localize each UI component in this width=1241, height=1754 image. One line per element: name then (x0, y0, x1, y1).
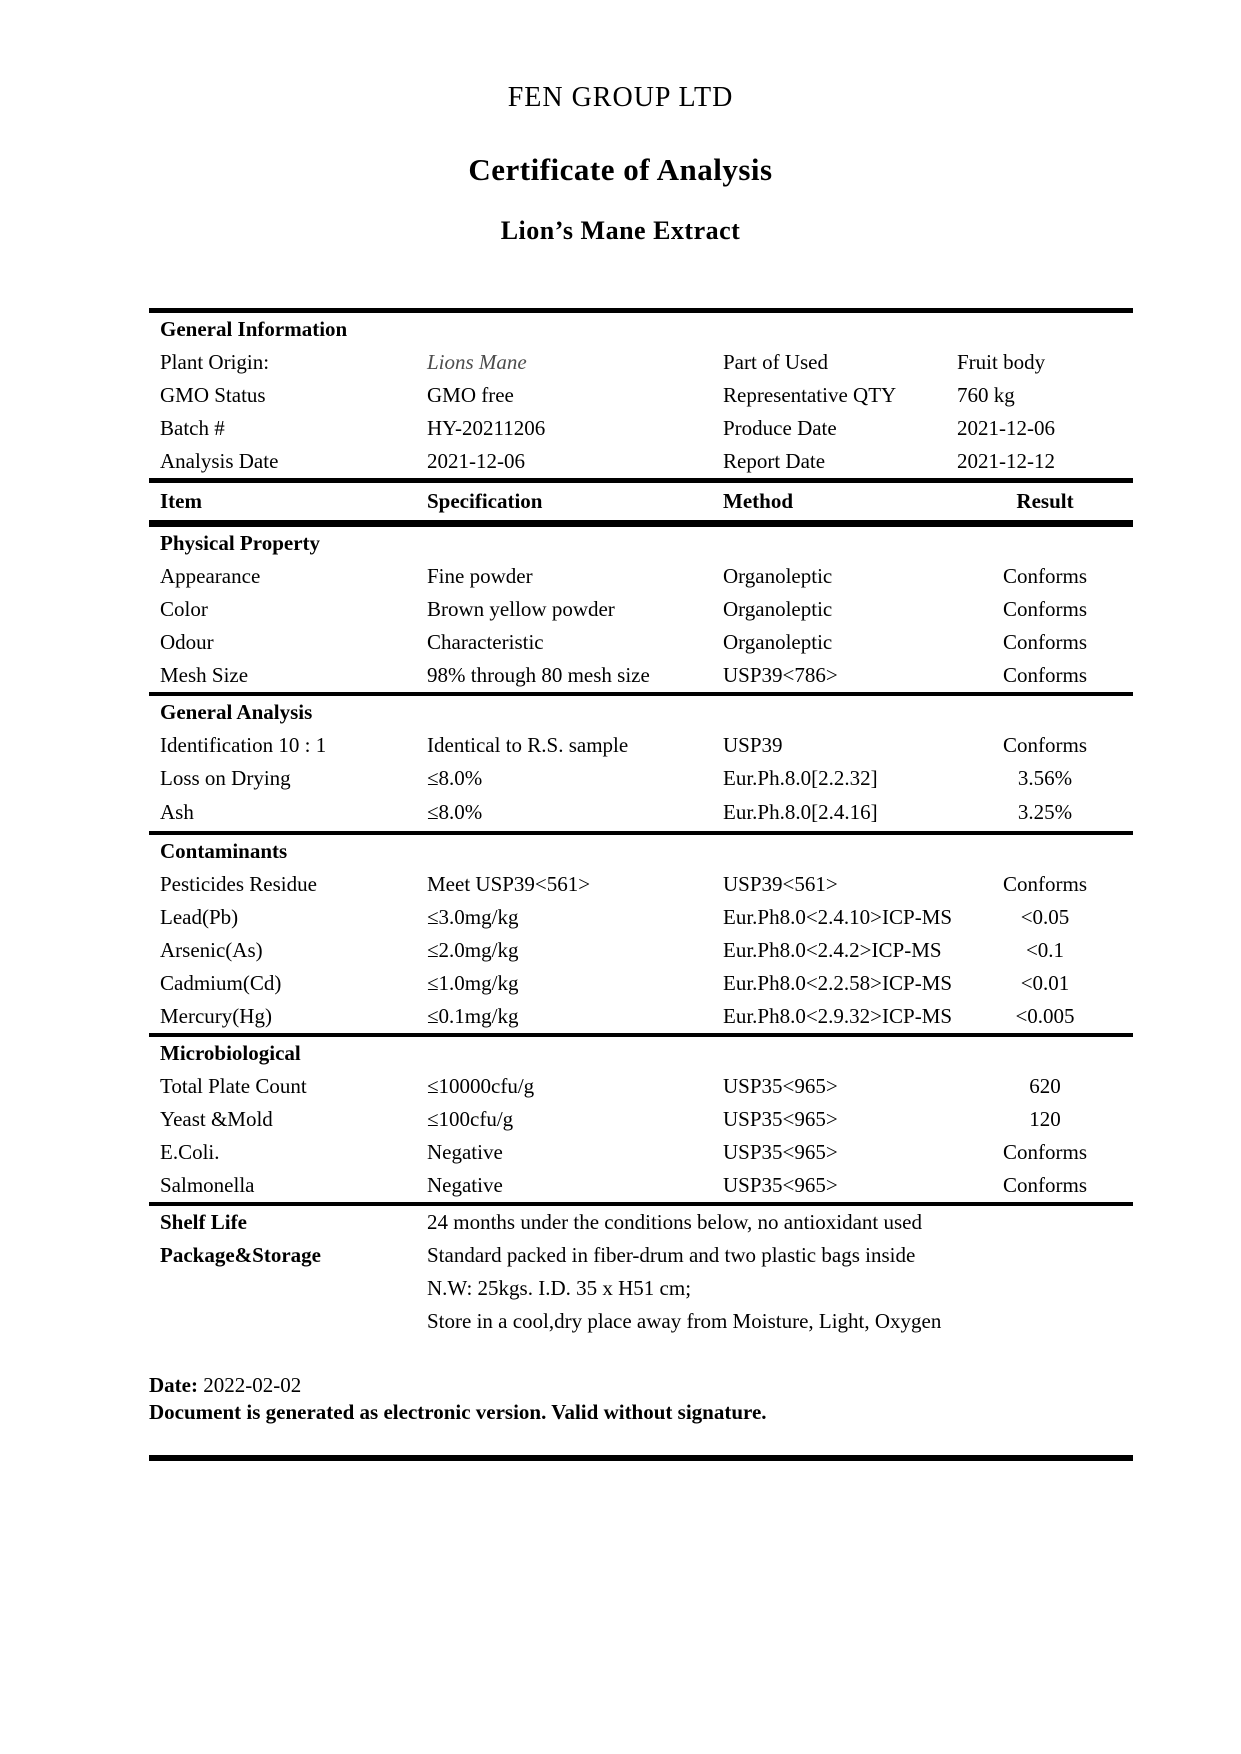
storage-value: Standard packed in fiber-drum and two plastic bags inside (427, 1242, 916, 1267)
storage-row (149, 1239, 1133, 1272)
spec-cell: Negative (427, 1139, 503, 1164)
info-label: Batch # (160, 415, 225, 440)
result-cell: 3.56% (1017, 765, 1073, 790)
spec-cell: ≤2.0mg/kg (427, 937, 519, 962)
result-cell: Conforms (1003, 871, 1087, 896)
result-cell: 120 (1029, 1106, 1061, 1131)
table-row (149, 762, 1133, 795)
info-value: HY-20211206 (427, 415, 546, 440)
spec-cell: Fine powder (427, 563, 533, 588)
method-cell: USP39 (723, 732, 783, 757)
date-value: 2022-02-02 (203, 1373, 302, 1397)
info-label: GMO Status (160, 382, 266, 407)
result-cell: Conforms (1003, 1139, 1087, 1164)
table-row (149, 1136, 1133, 1169)
storage-label: Package&Storage (160, 1242, 321, 1267)
validity-note: Document is generated as electronic version. Valid without signature. (149, 1400, 767, 1424)
item-cell: Odour (160, 629, 214, 654)
info-row (149, 445, 1133, 478)
divider (149, 520, 1133, 527)
section-title-general-information: General Information (160, 317, 348, 341)
item-cell: Arsenic(As) (160, 937, 263, 962)
info-label: Produce Date (723, 415, 837, 440)
section-title-general-analysis: General Analysis (160, 700, 313, 724)
document-title: Certificate of Analysis (468, 152, 773, 187)
table-row (149, 729, 1133, 762)
method-cell: Eur.Ph8.0<2.4.2>ICP-MS (723, 937, 942, 962)
info-label: Report Date (723, 448, 826, 473)
spec-cell: 98% through 80 mesh size (427, 662, 650, 687)
spec-cell: ≤8.0% (427, 800, 483, 825)
item-cell: Appearance (160, 563, 261, 588)
table-row (149, 901, 1133, 934)
method-cell: USP35<965> (723, 1139, 838, 1164)
table-row (149, 659, 1133, 692)
result-cell: 3.25% (1017, 800, 1073, 825)
result-cell: Conforms (1003, 596, 1087, 621)
method-cell: USP39<561> (723, 871, 838, 896)
storage-row (149, 1272, 1133, 1305)
method-cell: Eur.Ph8.0<2.2.58>ICP-MS (723, 970, 953, 995)
storage-value: Store in a cool,dry place away from Moisture, Light, Oxygen (427, 1308, 942, 1333)
item-cell: Yeast &Mold (160, 1106, 273, 1131)
table-row (149, 1000, 1133, 1033)
result-cell: <0.05 (1020, 904, 1070, 929)
result-cell: Conforms (1003, 629, 1087, 654)
info-value: GMO free (427, 382, 514, 407)
info-value: 760 kg (957, 382, 1015, 407)
info-label: Plant Origin: (160, 349, 270, 374)
result-cell: <0.005 (1015, 1003, 1075, 1028)
storage-label: Shelf Life (160, 1209, 247, 1234)
method-cell: USP35<965> (723, 1106, 838, 1131)
item-cell: E.Coli. (160, 1139, 220, 1164)
section-title-contaminants: Contaminants (160, 839, 288, 863)
certificate-body (149, 308, 1133, 1461)
spec-cell: ≤3.0mg/kg (427, 904, 519, 929)
info-value: Fruit body (957, 349, 1046, 374)
storage-row (149, 1305, 1133, 1338)
spec-cell: ≤0.1mg/kg (427, 1003, 519, 1028)
table-row (149, 934, 1133, 967)
column-header-method: Method (723, 488, 793, 513)
column-header-specification: Specification (427, 488, 543, 513)
item-cell: Mercury(Hg) (160, 1003, 272, 1028)
info-row (149, 346, 1133, 379)
method-cell: USP35<965> (723, 1172, 838, 1197)
storage-row (149, 1206, 1133, 1239)
item-cell: Salmonella (160, 1172, 255, 1197)
table-row (149, 626, 1133, 659)
method-cell: Organoleptic (723, 596, 833, 621)
item-cell: Lead(Pb) (160, 904, 239, 929)
company-name: FEN GROUP LTD (507, 82, 734, 113)
result-cell: <0.1 (1025, 937, 1065, 962)
table-header-row (149, 483, 1133, 520)
table-row (149, 1169, 1133, 1202)
info-value: Lions Mane (427, 349, 527, 374)
method-cell: Organoleptic (723, 629, 833, 654)
spec-cell: Characteristic (427, 629, 544, 654)
table-row (149, 967, 1133, 1000)
spec-cell: Meet USP39<561> (427, 871, 591, 896)
method-cell: Eur.Ph.8.0[2.2.32] (723, 765, 878, 790)
result-cell: Conforms (1003, 1172, 1087, 1197)
item-cell: Pesticides Residue (160, 871, 317, 896)
result-cell: Conforms (1003, 563, 1087, 588)
table-row (149, 560, 1133, 593)
method-cell: Eur.Ph.8.0[2.4.16] (723, 800, 878, 825)
result-cell: 620 (1029, 1073, 1061, 1098)
spec-cell: Brown yellow powder (427, 596, 615, 621)
section-title-physical-property: Physical Property (160, 531, 321, 555)
section-title-microbiological: Microbiological (160, 1041, 301, 1065)
storage-value: 24 months under the conditions below, no antioxidant used (427, 1209, 922, 1234)
date-line (149, 1372, 1133, 1399)
spec-cell: ≤1.0mg/kg (427, 970, 519, 995)
result-cell: Conforms (1003, 732, 1087, 757)
table-row (149, 868, 1133, 901)
item-cell: Mesh Size (160, 662, 249, 687)
spec-cell: Negative (427, 1172, 503, 1197)
info-value: 2021-12-12 (957, 448, 1055, 473)
column-header-result: Result (1016, 488, 1074, 513)
divider-bottom (149, 1455, 1133, 1461)
footer (149, 1372, 1133, 1426)
item-cell: Cadmium(Cd) (160, 970, 282, 995)
item-cell: Loss on Drying (160, 765, 291, 790)
spec-cell: ≤8.0% (427, 765, 483, 790)
item-cell: Ash (160, 800, 194, 825)
column-header-item: Item (160, 488, 202, 513)
info-row (149, 412, 1133, 445)
item-cell: Identification 10 : 1 (160, 732, 327, 757)
storage-value: N.W: 25kgs. I.D. 35 x H51 cm; (427, 1275, 692, 1300)
info-label: Analysis Date (160, 448, 279, 473)
result-cell: Conforms (1003, 662, 1087, 687)
product-name: Lion’s Mane Extract (500, 216, 741, 245)
info-value: 2021-12-06 (957, 415, 1055, 440)
item-cell: Color (160, 596, 208, 621)
info-value: 2021-12-06 (427, 448, 525, 473)
method-cell: Organoleptic (723, 563, 833, 588)
info-label: Part of Used (723, 349, 828, 374)
method-cell: USP39<786> (723, 662, 838, 687)
method-cell: Eur.Ph8.0<2.9.32>ICP-MS (723, 1003, 953, 1028)
date-label: Date: (149, 1373, 198, 1397)
table-row (149, 795, 1133, 831)
info-label: Representative QTY (723, 382, 897, 407)
spec-cell: ≤100cfu/g (427, 1106, 514, 1131)
spec-cell: ≤10000cfu/g (427, 1073, 535, 1098)
method-cell: Eur.Ph8.0<2.4.10>ICP-MS (723, 904, 953, 929)
table-row (149, 593, 1133, 626)
item-cell: Total Plate Count (160, 1073, 307, 1098)
table-row (149, 1070, 1133, 1103)
method-cell: USP35<965> (723, 1073, 838, 1098)
result-cell: <0.01 (1020, 970, 1070, 995)
table-row (149, 1103, 1133, 1136)
info-row (149, 379, 1133, 412)
spec-cell: Identical to R.S. sample (427, 732, 629, 757)
